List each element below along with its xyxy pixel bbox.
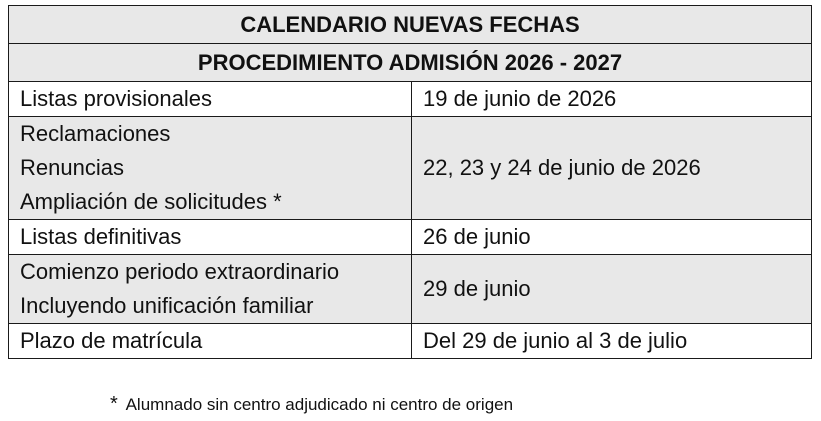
row-label: Incluyendo unificación familiar bbox=[9, 289, 412, 324]
footnote-marker: * bbox=[110, 393, 118, 415]
table-header-row bbox=[9, 6, 812, 44]
row-label: Listas definitivas bbox=[9, 220, 412, 255]
table-row bbox=[9, 255, 812, 290]
row-label: Plazo de matrícula bbox=[9, 324, 412, 359]
row-label: Ampliación de solicitudes * bbox=[9, 185, 412, 220]
table-subtitle: PROCEDIMIENTO ADMISIÓN 2026 - 2027 bbox=[9, 44, 812, 82]
table-subheader-row bbox=[9, 44, 812, 82]
table-title: CALENDARIO NUEVAS FECHAS bbox=[9, 6, 812, 44]
row-label: Comienzo periodo extraordinario bbox=[9, 255, 412, 290]
admission-calendar-table bbox=[8, 5, 812, 359]
row-date: Del 29 de junio al 3 de julio bbox=[412, 324, 812, 359]
footnote bbox=[110, 393, 513, 416]
row-date: 22, 23 y 24 de junio de 2026 bbox=[412, 117, 812, 220]
footnote-text: Alumnado sin centro adjudicado ni centro de origen bbox=[125, 395, 514, 414]
row-date: 19 de junio de 2026 bbox=[412, 82, 812, 117]
table-row bbox=[9, 117, 812, 152]
row-date: 29 de junio bbox=[412, 255, 812, 324]
table-row bbox=[9, 324, 812, 359]
row-date: 26 de junio bbox=[412, 220, 812, 255]
row-label: Renuncias bbox=[9, 151, 412, 185]
row-label: Reclamaciones bbox=[9, 117, 412, 152]
table-row bbox=[9, 82, 812, 117]
row-label: Listas provisionales bbox=[9, 82, 412, 117]
table-row bbox=[9, 220, 812, 255]
